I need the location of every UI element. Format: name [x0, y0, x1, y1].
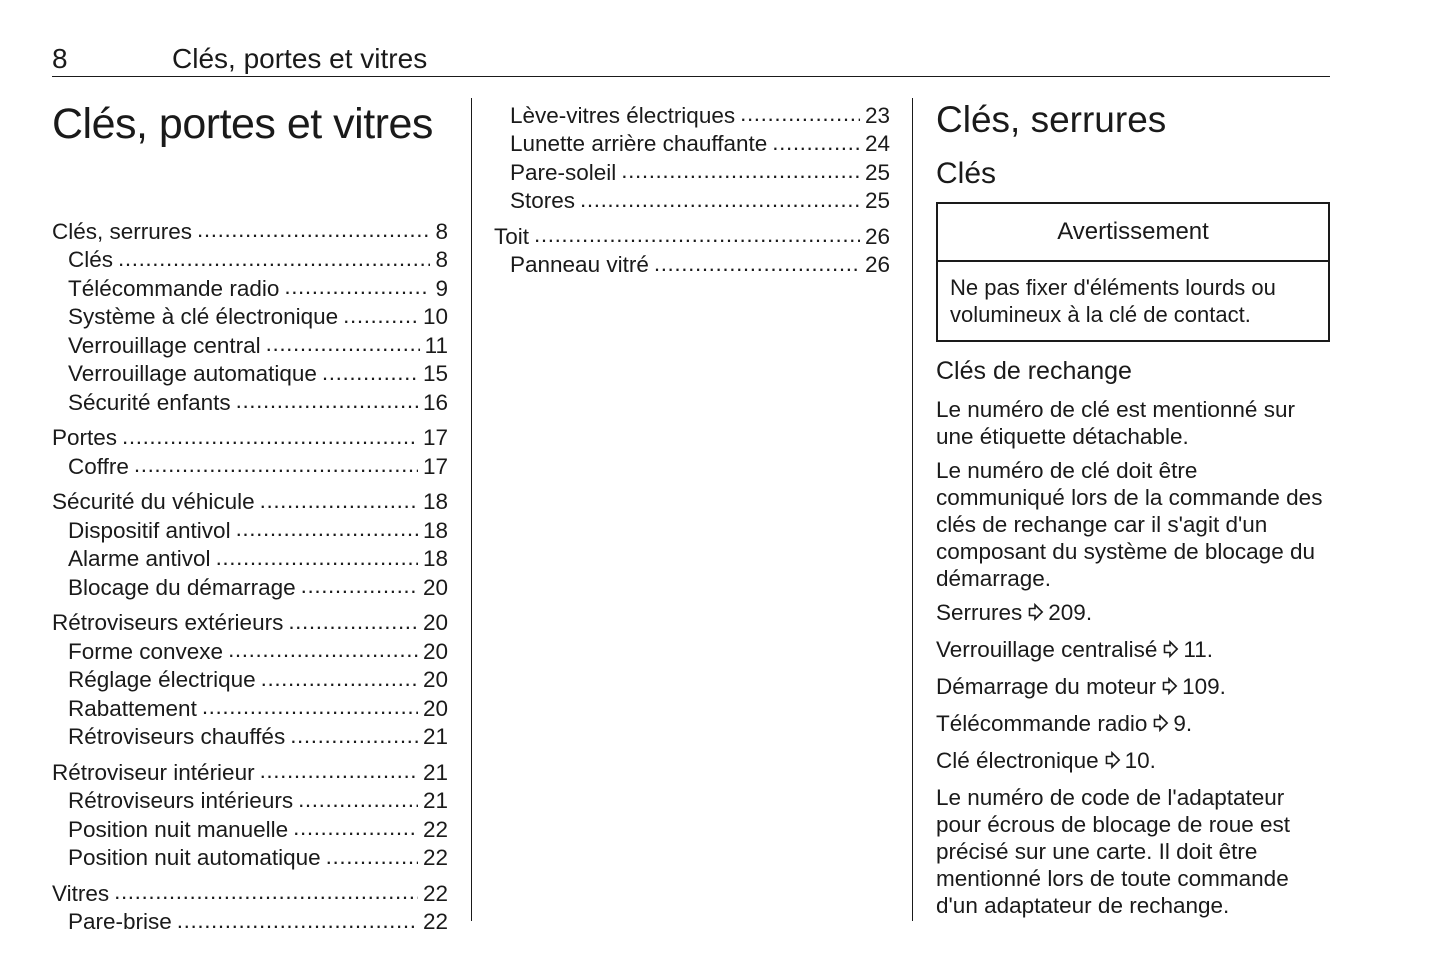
toc-page-number: 17	[422, 453, 448, 479]
toc-subentry[interactable]	[494, 157, 890, 186]
toc-subentry[interactable]	[52, 330, 448, 359]
toc-subentry[interactable]	[52, 245, 448, 274]
toc-entry-label: Lunette arrière chauffante	[510, 131, 768, 156]
toc-dot-leader	[740, 100, 860, 123]
toc-dot-leader	[301, 572, 418, 595]
cross-reference-label: Télécommande radio	[936, 711, 1148, 736]
toc-entry-label: Rabattement	[68, 695, 197, 721]
toc-page-number: 20	[422, 638, 448, 664]
toc-page-number: 25	[864, 159, 890, 185]
toc-group	[52, 216, 448, 416]
toc-entry-label: Verrouillage central	[68, 332, 261, 358]
toc-subentry[interactable]	[52, 544, 448, 573]
toc-group	[52, 878, 448, 935]
cross-reference-label: Clé électronique	[936, 748, 1099, 773]
toc-entry-label: Clés	[68, 247, 114, 272]
toc-dot-leader	[288, 608, 418, 631]
toc-page-number: 10	[422, 304, 448, 329]
toc-entry-label: Alarme antivol	[68, 546, 211, 571]
toc-page-number: 21	[422, 724, 448, 749]
cross-reference-label: Verrouillage centralisé	[936, 637, 1158, 662]
cross-reference[interactable]	[936, 747, 1332, 775]
toc-dot-leader	[326, 843, 418, 866]
toc-dot-leader	[621, 157, 860, 180]
cross-reference-page: 209.	[1048, 600, 1093, 625]
cross-reference-label: Serrures	[936, 600, 1023, 625]
toc-dot-leader	[197, 216, 430, 239]
toc-entry-label: Blocage du démarrage	[68, 574, 296, 600]
toc-entry-label: Position nuit automatique	[68, 845, 321, 870]
toc-entry-label: Toit	[494, 223, 530, 249]
toc-page-number: 22	[422, 816, 448, 842]
toc-entry[interactable]	[52, 757, 448, 786]
toc-entry-label: Rétroviseurs chauffés	[68, 724, 286, 749]
cross-reference[interactable]	[936, 636, 1332, 664]
toc-page-number: 22	[422, 909, 448, 934]
toc-entry-label: Dispositif antivol	[68, 517, 231, 543]
toc-subentry[interactable]	[52, 572, 448, 601]
cross-reference[interactable]	[936, 599, 1332, 627]
cross-reference-label: Démarrage du moteur	[936, 674, 1157, 699]
see-page-arrow-icon	[1162, 674, 1178, 701]
chapter-title: Clés, portes et vitres	[52, 100, 433, 148]
paragraph: Le numéro de clé est mentionné sur une étiquette détachable.	[936, 397, 1295, 449]
toc-subentry[interactable]	[52, 814, 448, 843]
paragraph: Le numéro de clé doit être communiqué lors de la commande des clés de rechange car il s'agit d'un composant du système de blocage du démarrage.	[936, 458, 1323, 591]
toc-page-number: 9	[435, 275, 448, 301]
toc-subentry[interactable]	[52, 786, 448, 815]
toc-subentry[interactable]	[52, 665, 448, 694]
table-of-contents-column-1	[52, 216, 448, 942]
toc-page-number: 8	[435, 247, 448, 272]
cross-reference-page: 10.	[1124, 748, 1156, 773]
column-divider	[471, 98, 472, 921]
toc-entry-label: Sécurité enfants	[68, 389, 231, 415]
toc-page-number: 25	[864, 188, 890, 213]
cross-reference[interactable]	[936, 673, 1332, 701]
toc-page-number: 20	[422, 610, 448, 635]
toc-group	[52, 757, 448, 871]
toc-subentry[interactable]	[494, 250, 890, 279]
toc-entry-label: Lève-vitres électriques	[510, 102, 736, 128]
toc-dot-leader	[534, 221, 860, 244]
toc-subentry[interactable]	[52, 722, 448, 751]
toc-entry-label: Vitres	[52, 880, 110, 906]
toc-page-number: 22	[422, 845, 448, 870]
toc-entry-label: Verrouillage automatique	[68, 361, 317, 386]
toc-entry[interactable]	[494, 221, 890, 250]
toc-entry[interactable]	[52, 878, 448, 907]
see-page-arrow-icon	[1153, 711, 1169, 738]
paragraph: Le numéro de code de l'adaptateur pour écrous de blocage de roue est précisé sur une carte. Il doit être mentionné lors de toute commande d'un adaptateur de rechange.	[936, 785, 1290, 918]
toc-entry[interactable]	[52, 608, 448, 637]
toc-dot-leader	[284, 273, 430, 296]
toc-subentry[interactable]	[52, 359, 448, 388]
toc-entry-label: Clés, serrures	[52, 218, 193, 244]
toc-dot-leader	[261, 665, 418, 688]
toc-group	[52, 608, 448, 751]
toc-entry-label: Pare-brise	[68, 909, 172, 934]
toc-page-number: 26	[864, 252, 890, 277]
toc-page-number: 20	[422, 667, 448, 692]
toc-group	[52, 423, 448, 480]
page-number: 8	[52, 43, 68, 74]
toc-entry-label: Portes	[52, 425, 118, 450]
toc-dot-leader	[298, 786, 418, 809]
toc-page-number: 16	[422, 389, 448, 415]
toc-subentry[interactable]	[52, 636, 448, 665]
toc-dot-leader	[260, 757, 418, 780]
toc-page-number: 26	[864, 223, 890, 249]
toc-page-number: 18	[422, 546, 448, 571]
toc-entry-label: Réglage électrique	[68, 667, 256, 692]
toc-dot-leader	[134, 451, 418, 474]
toc-subentry[interactable]	[52, 273, 448, 302]
toc-entry-label: Stores	[510, 188, 576, 213]
toc-dot-leader	[260, 487, 418, 510]
toc-dot-leader	[122, 423, 418, 446]
toc-entry-label: Système à clé électronique	[68, 304, 339, 329]
toc-entry-label: Panneau vitré	[510, 252, 649, 277]
warning-title: Avertissement	[938, 204, 1328, 262]
toc-dot-leader	[177, 907, 418, 930]
warning-box	[936, 202, 1330, 342]
toc-page-number: 20	[422, 695, 448, 721]
toc-entry-label: Sécurité du véhicule	[52, 489, 255, 514]
toc-page-number: 18	[422, 517, 448, 543]
toc-page-number: 24	[864, 131, 890, 156]
toc-entry-label: Rétroviseur intérieur	[52, 759, 255, 785]
toc-group	[494, 100, 890, 214]
cross-reference-page: 11.	[1183, 637, 1213, 662]
section-title: Clés, serrures	[936, 99, 1167, 140]
cross-reference-list	[936, 599, 1332, 775]
toc-group	[52, 487, 448, 601]
toc-dot-leader	[202, 693, 418, 716]
toc-dot-leader	[343, 302, 418, 325]
toc-dot-leader	[118, 245, 430, 268]
toc-page-number: 22	[422, 880, 448, 906]
toc-entry-label: Rétroviseurs extérieurs	[52, 610, 284, 635]
toc-entry-label: Télécommande radio	[68, 275, 280, 301]
toc-subentry[interactable]	[52, 515, 448, 544]
toc-entry[interactable]	[52, 487, 448, 516]
toc-page-number: 11	[424, 332, 448, 358]
toc-entry[interactable]	[52, 216, 448, 245]
toc-entry-label: Position nuit manuelle	[68, 816, 289, 842]
column-divider	[912, 98, 913, 921]
toc-subentry[interactable]	[52, 843, 448, 872]
header-rule	[52, 76, 1330, 77]
toc-dot-leader	[216, 544, 418, 567]
toc-dot-leader	[322, 359, 418, 382]
subsection-title: Clés	[936, 157, 997, 190]
toc-subentry[interactable]	[494, 186, 890, 215]
toc-page-number: 18	[422, 489, 448, 514]
toc-subentry[interactable]	[52, 693, 448, 722]
see-page-arrow-icon	[1105, 748, 1121, 775]
toc-group	[494, 221, 890, 278]
toc-subentry[interactable]	[494, 100, 890, 129]
toc-dot-leader	[772, 129, 860, 152]
cross-reference-page: 109.	[1182, 674, 1226, 699]
warning-text: Ne pas fixer d'éléments lourds ou volumineux à la clé de contact.	[950, 275, 1276, 327]
toc-page-number: 8	[435, 218, 448, 244]
toc-page-number: 21	[422, 759, 448, 785]
toc-page-number: 21	[422, 788, 448, 813]
cross-reference[interactable]	[936, 710, 1332, 738]
toc-entry-label: Rétroviseurs intérieurs	[68, 788, 294, 813]
toc-dot-leader	[266, 330, 420, 353]
subheading-spare-keys: Clés de rechange	[936, 357, 1132, 385]
toc-subentry[interactable]	[52, 907, 448, 936]
toc-entry-label: Pare-soleil	[510, 159, 617, 185]
content-column	[936, 98, 1332, 926]
toc-subentry[interactable]	[52, 451, 448, 480]
running-header-title: Clés, portes et vitres	[172, 43, 428, 74]
toc-subentry[interactable]	[494, 129, 890, 158]
toc-dot-leader	[580, 186, 860, 209]
toc-dot-leader	[293, 814, 418, 837]
toc-dot-leader	[654, 250, 860, 273]
cross-reference-page: 9.	[1173, 711, 1193, 736]
toc-page-number: 15	[422, 361, 448, 386]
toc-subentry[interactable]	[52, 387, 448, 416]
see-page-arrow-icon	[1028, 600, 1044, 627]
toc-dot-leader	[228, 636, 418, 659]
table-of-contents-column-2	[494, 100, 890, 285]
toc-entry-label: Forme convexe	[68, 638, 224, 664]
see-page-arrow-icon	[1163, 637, 1179, 664]
toc-page-number: 20	[422, 574, 448, 600]
toc-subentry[interactable]	[52, 302, 448, 331]
toc-dot-leader	[236, 387, 418, 410]
toc-dot-leader	[236, 515, 418, 538]
toc-page-number: 23	[864, 102, 890, 128]
toc-entry[interactable]	[52, 423, 448, 452]
toc-dot-leader	[290, 722, 418, 745]
toc-page-number: 17	[422, 425, 448, 450]
toc-dot-leader	[114, 878, 418, 901]
toc-entry-label: Coffre	[68, 453, 129, 479]
